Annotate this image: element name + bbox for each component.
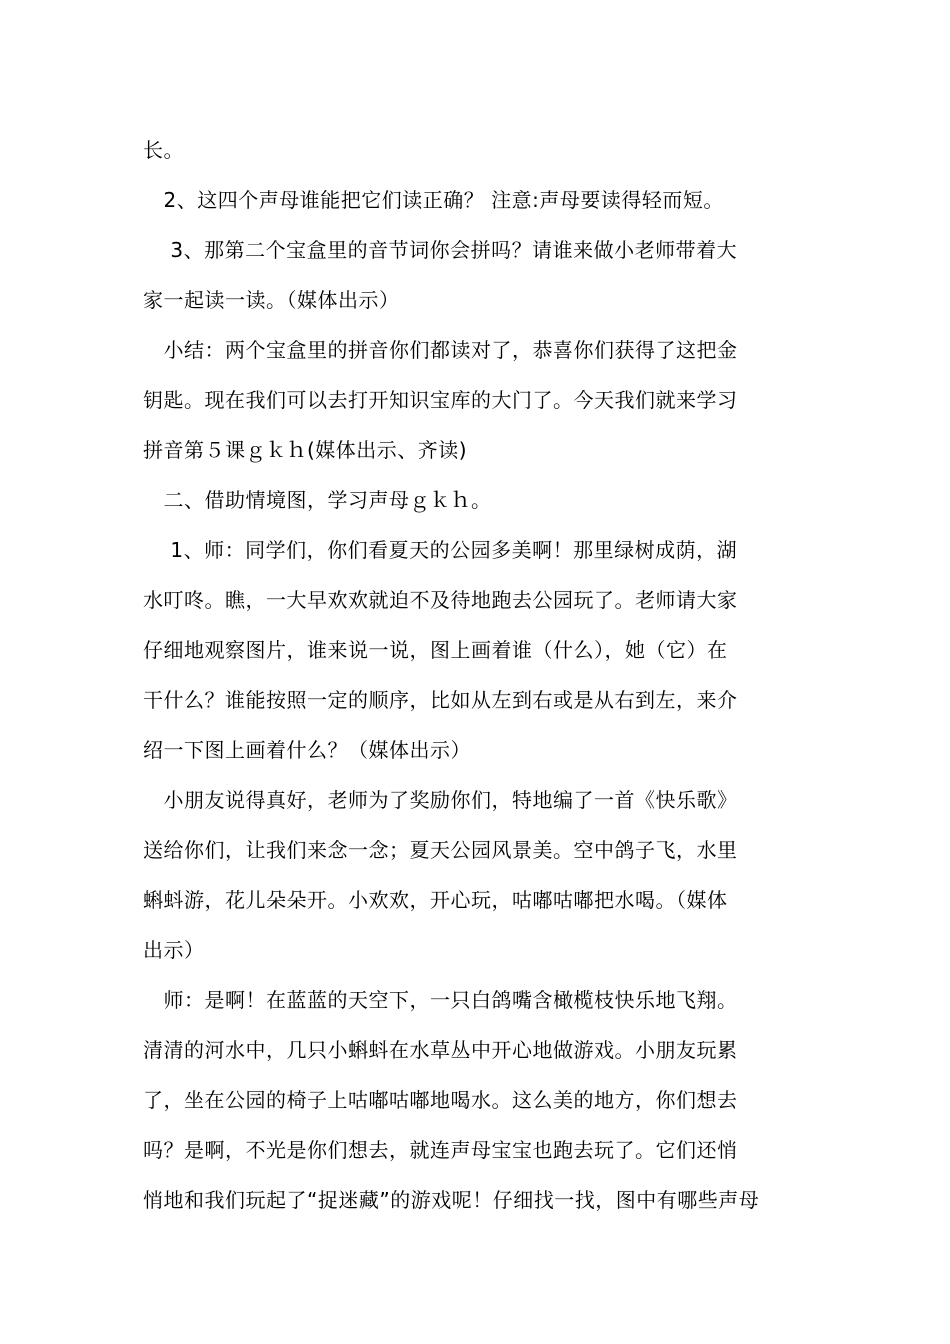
text-line: 干什么？谁能按照一定的顺序，比如从左到右或是从右到左，来介 <box>143 688 738 712</box>
text-line: 出示） <box>143 938 205 962</box>
text-line: 二、借助情境图，学习声母ｇｋｈ。 <box>143 488 492 512</box>
text-line: 悄地和我们玩起了“捉迷藏”的游戏呢！仔细找一找，图中有哪些声母 <box>143 1188 760 1212</box>
text-line: 长。 <box>143 138 184 162</box>
text-line: 1、师：同学们，你们看夏天的公园多美啊！那里绿树成荫，湖 <box>143 538 738 562</box>
text-line: 清清的河水中，几只小蝌蚪在水草丛中开心地做游戏。小朋友玩累 <box>143 1038 738 1062</box>
text-line: 蝌蚪游，花儿朵朵开。小欢欢，开心玩，咕嘟咕嘟把水喝。（媒体 <box>143 888 728 912</box>
text-line: 2、这四个声母谁能把它们读正确？ 注意:声母要读得轻而短。 <box>143 188 724 212</box>
text-line: 小结：两个宝盒里的拼音你们都读对了，恭喜你们获得了这把金 <box>143 338 738 362</box>
text-line: 吗？是啊，不光是你们想去，就连声母宝宝也跑去玩了。它们还悄 <box>143 1138 738 1162</box>
text-line: 师：是啊！在蓝蓝的天空下，一只白鸽嘴含橄榄枝快乐地飞翔。 <box>143 988 738 1012</box>
text-line: 了，坐在公园的椅子上咕嘟咕嘟地喝水。这么美的地方，你们想去 <box>143 1088 738 1112</box>
text-line: 拼音第５课ｇｋｈ(媒体出示、齐读) <box>143 438 468 462</box>
text-line: 3、那第二个宝盒里的音节词你会拼吗？请谁来做小老师带着大 <box>143 238 738 262</box>
text-line: 送给你们，让我们来念一念；夏天公园风景美。空中鸽子飞，水里 <box>143 838 738 862</box>
text-line: 家一起读一读。（媒体出示） <box>143 288 400 312</box>
text-line: 绍一下图上画着什么？（媒体出示） <box>143 738 471 762</box>
text-line: 钥匙。现在我们可以去打开知识宝库的大门了。今天我们就来学习 <box>143 388 738 412</box>
text-line: 小朋友说得真好，老师为了奖励你们，特地编了一首《快乐歌》 <box>143 788 738 812</box>
text-line: 水叮咚。瞧，一大早欢欢就迫不及待地跑去公园玩了。老师请大家 <box>143 588 738 612</box>
text-line: 仔细地观察图片，谁来说一说，图上画着谁（什么），她（它）在 <box>143 638 728 662</box>
